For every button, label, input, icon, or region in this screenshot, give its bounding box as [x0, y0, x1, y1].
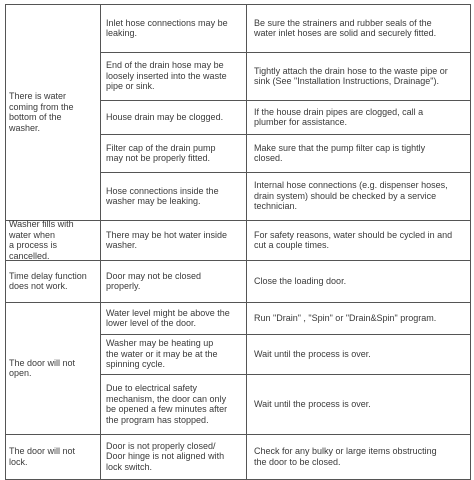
solution-cell: Make sure that the pump filter cap is tightly closed. — [254, 142, 426, 163]
solution-cell: If the house drain pipes are clogged, call a plumber for assistance. — [254, 106, 424, 127]
cause-cell: There may be hot water inside washer. — [106, 229, 228, 250]
table-border-right — [470, 4, 471, 480]
solution-cell: Be sure the strainers and rubber seals of the water inlet hoses are solid and securely fitted. — [254, 17, 437, 38]
problem-cell: The door will not lock. — [9, 446, 76, 467]
cause-cell: End of the drain hose may be loosely inserted into the waste pipe or sink. — [106, 60, 227, 92]
cause-cell: House drain may be clogged. — [106, 111, 224, 122]
solution-cell: Internal hose connections (e.g. dispenser hoses, drain system) should be checked by a service technician. — [254, 180, 448, 212]
problem-cell: There is water coming from the bottom of the washer. — [9, 91, 74, 133]
problem-cell: Time delay function does not work. — [9, 270, 87, 291]
cause-cell: Door is not properly closed/ Door hinge is not aligned with lock switch. — [106, 440, 225, 472]
cause-cell: Water level might be above the lower level of the door. — [106, 307, 230, 328]
solution-cell: Run "Drain" , "Spin" or "Drain&Spin" program. — [254, 312, 437, 323]
cause-cell: Hose connections inside the washer may be leaking. — [106, 185, 219, 206]
problem-cell: The door will not open. — [9, 357, 76, 378]
cause-cell: Due to electrical safety mechanism, the door can only be opened a few minutes after the program has stopped. — [106, 383, 228, 425]
cause-cell: Filter cap of the drain pump may not be properly fitted. — [106, 142, 216, 163]
cause-cell: Inlet hose connections may be leaking. — [106, 17, 228, 38]
solution-cell: Tightly attach the drain hose to the waste pipe or sink (See "Installation Instructions, Drainage"). — [254, 65, 448, 86]
solution-cell: Wait until the process is over. — [254, 348, 371, 359]
cause-cell: Washer may be heating up the water or it may be at the spinning cycle. — [106, 338, 218, 370]
solution-cell: Check for any bulky or large items obstructing the door to be closed. — [254, 446, 437, 467]
problem-cell: Washer fills with water when a process is cancelled. — [9, 220, 74, 260]
cause-cell: Door may not be closed properly. — [106, 270, 202, 291]
solution-cell: For safety reasons, water should be cycled in and cut a couple times. — [254, 229, 453, 250]
solution-cell: Wait until the process is over. — [254, 398, 371, 409]
solution-cell: Close the loading door. — [254, 275, 347, 286]
